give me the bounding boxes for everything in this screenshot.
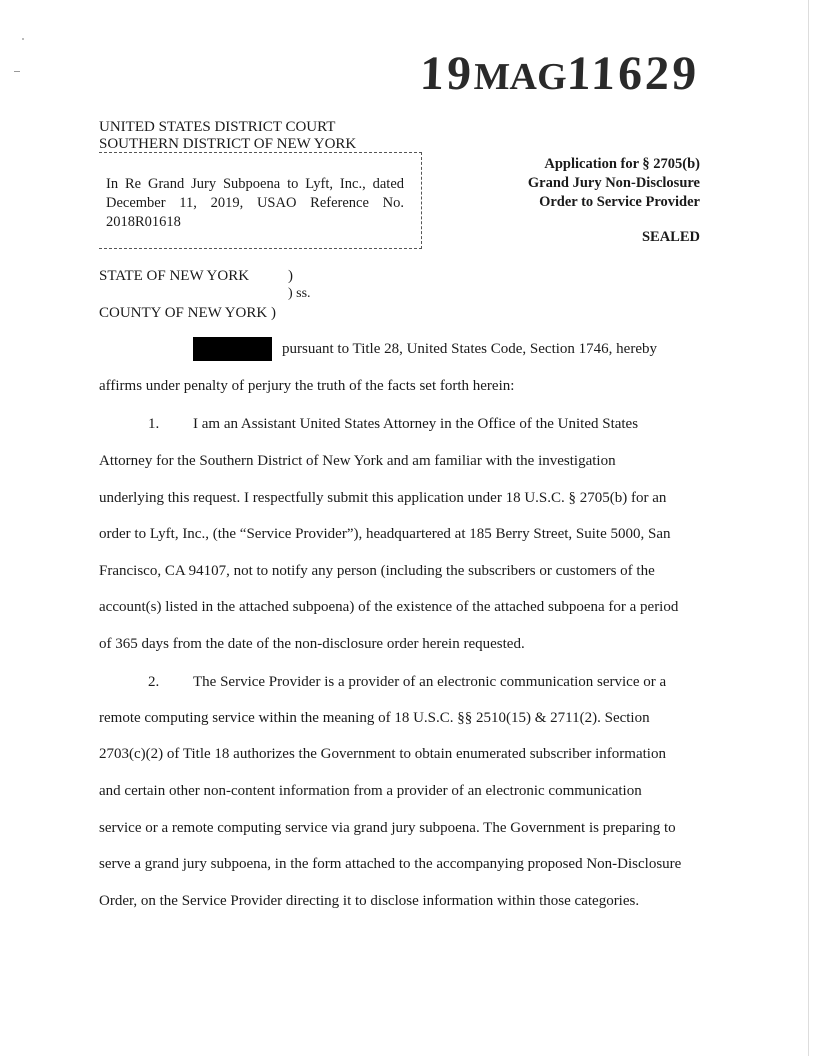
venue-ss: ) ss. — [288, 286, 311, 301]
paragraph-1-line: account(s) listed in the attached subpoena) of the existence of the attached subpoena for a period — [99, 599, 679, 615]
application-title — [470, 155, 700, 212]
case-caption: In Re Grand Jury Subpoena to Lyft, Inc., dated December 11, 2019, USAO Reference No. 2018R01618 — [106, 176, 404, 230]
paragraph-2-line: and certain other non-content information from a provider of an electronic communication — [99, 783, 642, 799]
court-name-line2: SOUTHERN DISTRICT OF NEW YORK — [99, 136, 357, 152]
venue-state: STATE OF NEW YORK — [99, 268, 250, 284]
docket-stamp — [419, 46, 700, 101]
court-name-line1: UNITED STATES DISTRICT COURT — [99, 119, 336, 135]
venue-paren: ) — [288, 268, 293, 284]
paragraph-2-line: Order, on the Service Provider directing it to disclose information within those categories. — [99, 893, 640, 909]
intro-line-1: pursuant to Title 28, United States Code, Section 1746, hereby — [282, 341, 657, 357]
scan-mark — [14, 71, 20, 72]
paragraph-1-number: 1. — [148, 416, 160, 432]
paragraph-2-line: service or a remote computing service via grand jury subpoena. The Government is preparing to — [99, 820, 676, 836]
docket-mag: MAG — [473, 56, 568, 98]
application-title-line2: Grand Jury Non-Disclosure — [527, 175, 700, 191]
paragraph-1-line: underlying this request. I respectfully submit this application under 18 U.S.C. § 2705(b) for an — [99, 490, 667, 506]
intro-line-2: affirms under penalty of perjury the truth of the facts set forth herein: — [99, 378, 515, 394]
paragraph-1-line: Attorney for the Southern District of New York and am familiar with the investigation — [99, 453, 616, 469]
paragraph-2-number: 2. — [148, 674, 160, 690]
application-title-line3: Order to Service Provider — [539, 194, 700, 210]
paragraph-1-line: of 365 days from the date of the non-disclosure order herein requested. — [99, 636, 525, 652]
docket-prefix: 19 — [419, 47, 475, 100]
application-title-line1: Application for § 2705(b) — [544, 156, 700, 172]
docket-number: 11629 — [565, 47, 701, 100]
sealed-label: SEALED — [641, 229, 700, 245]
paragraph-2-line: 2703(c)(2) of Title 18 authorizes the Government to obtain enumerated subscriber information — [99, 746, 666, 762]
paragraph-1-line: Francisco, CA 94107, not to notify any person (including the subscribers or customers of the — [99, 563, 655, 579]
scan-speck — [22, 38, 24, 40]
paragraph-1-line: I am an Assistant United States Attorney in the Office of the United States — [193, 416, 639, 432]
paragraph-1-line: order to Lyft, Inc., (the “Service Provider”), headquartered at 185 Berry Street, Suite 5000, San — [99, 526, 671, 542]
redaction-bar — [193, 337, 272, 361]
venue-county: COUNTY OF NEW YORK ) — [99, 305, 276, 321]
scan-edge — [808, 0, 809, 1056]
paragraph-2-line: remote computing service within the meaning of 18 U.S.C. §§ 2510(15) & 2711(2). Section — [99, 710, 650, 726]
paragraph-2-line: serve a grand jury subpoena, in the form attached to the accompanying proposed Non-Disclosure — [99, 856, 682, 872]
paragraph-2-line: The Service Provider is a provider of an electronic communication service or a — [193, 674, 667, 690]
